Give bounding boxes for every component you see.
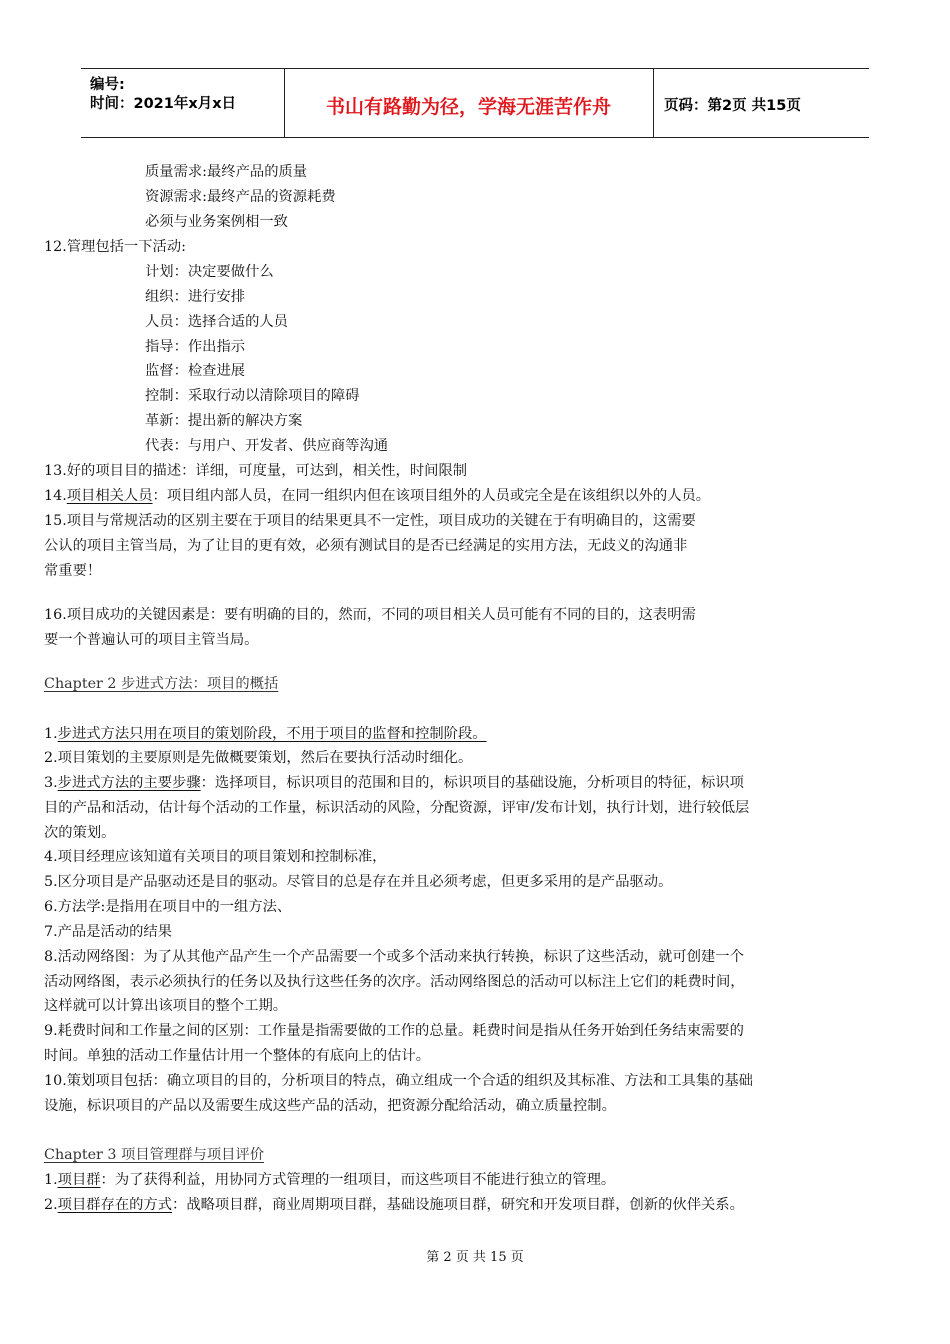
text-line: 指导：作出指示 bbox=[145, 339, 246, 355]
serial-label: 编号: bbox=[90, 77, 125, 93]
list-item: 6.方法学:是指用在项目中的一组方法、 bbox=[44, 899, 292, 915]
list-item: 8.活动网络图：为了从其他产品产生一个产品需要一个或多个活动来执行转换，标识了这些活动，就可创建一个 bbox=[44, 949, 744, 965]
item-number: 1. bbox=[44, 726, 58, 742]
page-footer: 第 2 页 共 15 页 bbox=[426, 1250, 524, 1265]
item-number: 1. bbox=[44, 1172, 58, 1188]
list-item bbox=[44, 773, 744, 793]
list-item bbox=[44, 1170, 615, 1190]
list-item: 15.项目与常规活动的区别主要在于项目的结果更具不一定性，项目成功的关键在于有明确目的，这需要 bbox=[44, 513, 696, 529]
item-text: ：为了获得利益，用协同方式管理的一组项目，而这些项目不能进行独立的管理。 bbox=[100, 1172, 616, 1188]
underlined-term: 步进式方法的主要步骤 bbox=[57, 775, 201, 791]
header-page-number: 页码：第2页 共15页 bbox=[664, 98, 801, 114]
item-text: ：项目组内部人员，在同一组织内但在该项目组外的人员或完全是在该组织以外的人员。 bbox=[152, 488, 711, 504]
item-number: 3. bbox=[44, 775, 58, 791]
item-number: 2. bbox=[44, 1197, 58, 1213]
header-meta-cell bbox=[81, 69, 285, 137]
text-line: 质量需求:最终产品的质量 bbox=[145, 164, 308, 180]
list-item: 12.管理包括一下活动: bbox=[44, 239, 186, 255]
chapter-2-heading: Chapter 2 步进式方法：项目的概括 bbox=[44, 676, 279, 692]
text-line: 次的策划。 bbox=[44, 825, 116, 841]
text-line: 资源需求:最终产品的资源耗费 bbox=[145, 189, 336, 205]
list-item bbox=[44, 1195, 744, 1215]
text-line: 人员：选择合适的人员 bbox=[145, 314, 288, 330]
text-line: 必须与业务案例相一致 bbox=[145, 214, 288, 230]
text-line: 常重要！ bbox=[44, 563, 102, 579]
list-item: 7.产品是活动的结果 bbox=[44, 924, 173, 940]
page-header bbox=[81, 68, 869, 138]
text-line: 活动网络图，表示必须执行的任务以及执行这些任务的次序。活动网络图总的活动可以标注上它们的耗费时间， bbox=[44, 974, 745, 990]
underlined-term: 步进式方法只用在项目的策划阶段，不用于项目的监督和控制阶段。 bbox=[57, 726, 487, 742]
text-line: 组织：进行安排 bbox=[145, 289, 246, 305]
list-item: 10.策划项目包括：确立项目的目的，分析项目的特点，确立组成一个合适的组织及其标准、方法和工具集的基础 bbox=[44, 1073, 753, 1089]
text-line: 控制：采取行动以清除项目的障碍 bbox=[145, 388, 360, 404]
time-label: 时间：2021年x月x日 bbox=[90, 96, 237, 112]
text-line: 革新：提出新的解决方案 bbox=[145, 413, 303, 429]
list-item bbox=[44, 724, 487, 744]
underlined-term: 项目群 bbox=[57, 1172, 101, 1188]
list-item: 9.耗费时间和工作量之间的区别：工作量是指需要做的工作的总量。耗费时间是指从任务开始到任务结束需要的 bbox=[44, 1023, 744, 1039]
text-line: 这样就可以计算出该项目的整个工期。 bbox=[44, 998, 288, 1014]
item-text: ：选择项目，标识项目的范围和目的，标识项目的基础设施，分析项目的特征，标识项 bbox=[200, 775, 744, 791]
list-item bbox=[44, 486, 710, 506]
text-line: 时间。单独的活动工作量估计用一个整体的有底向上的估计。 bbox=[44, 1048, 431, 1064]
item-text: ：战略项目群，商业周期项目群，基础设施项目群，研究和开发项目群，创新的伙伴关系。 bbox=[172, 1197, 744, 1213]
list-item: 13.好的项目目的描述：详细，可度量，可达到，相关性，时间限制 bbox=[44, 463, 468, 479]
list-item: 5.区分项目是产品驱动还是目的驱动。尽管目的总是存在并且必须考虑，但更多采用的是产品驱动。 bbox=[44, 874, 673, 890]
text-line: 代表：与用户、开发者、供应商等沟通 bbox=[145, 438, 389, 454]
list-item: 4.项目经理应该知道有关项目的项目策划和控制标准， bbox=[44, 849, 387, 865]
item-number: 14. bbox=[44, 488, 67, 504]
text-line: 公认的项目主管当局，为了让目的更有效，必须有测试目的是否已经满足的实用方法，无歧义的沟通非 bbox=[44, 538, 688, 554]
text-line: 计划：决定要做什么 bbox=[145, 264, 274, 280]
chapter-3-heading: Chapter 3 项目管理群与项目评价 bbox=[44, 1147, 265, 1163]
list-item: 2.项目策划的主要原则是先做概要策划，然后在要执行活动时细化。 bbox=[44, 750, 473, 766]
text-line: 设施，标识项目的产品以及需要生成这些产品的活动，把资源分配给活动，确立质量控制。 bbox=[44, 1098, 616, 1114]
underlined-term: 项目相关人员 bbox=[66, 488, 153, 504]
text-line: 目的产品和活动，估计每个活动的工作量，标识活动的风险，分配资源，评审/发布计划，执行计划，进行较低层 bbox=[44, 800, 750, 816]
underlined-term: 项目群存在的方式 bbox=[57, 1197, 173, 1213]
slogan: 书山有路勤为径，学海无涯苦作舟 bbox=[325, 96, 611, 118]
text-line: 要一个普遍认可的项目主管当局。 bbox=[44, 632, 259, 648]
header-slogan-cell bbox=[284, 69, 654, 137]
header-page-cell bbox=[654, 69, 869, 137]
list-item: 16.项目成功的关键因素是：要有明确的目的，然而，不同的项目相关人员可能有不同的目的，这表明需 bbox=[44, 607, 696, 623]
text-line: 监督：检查进展 bbox=[145, 363, 246, 379]
